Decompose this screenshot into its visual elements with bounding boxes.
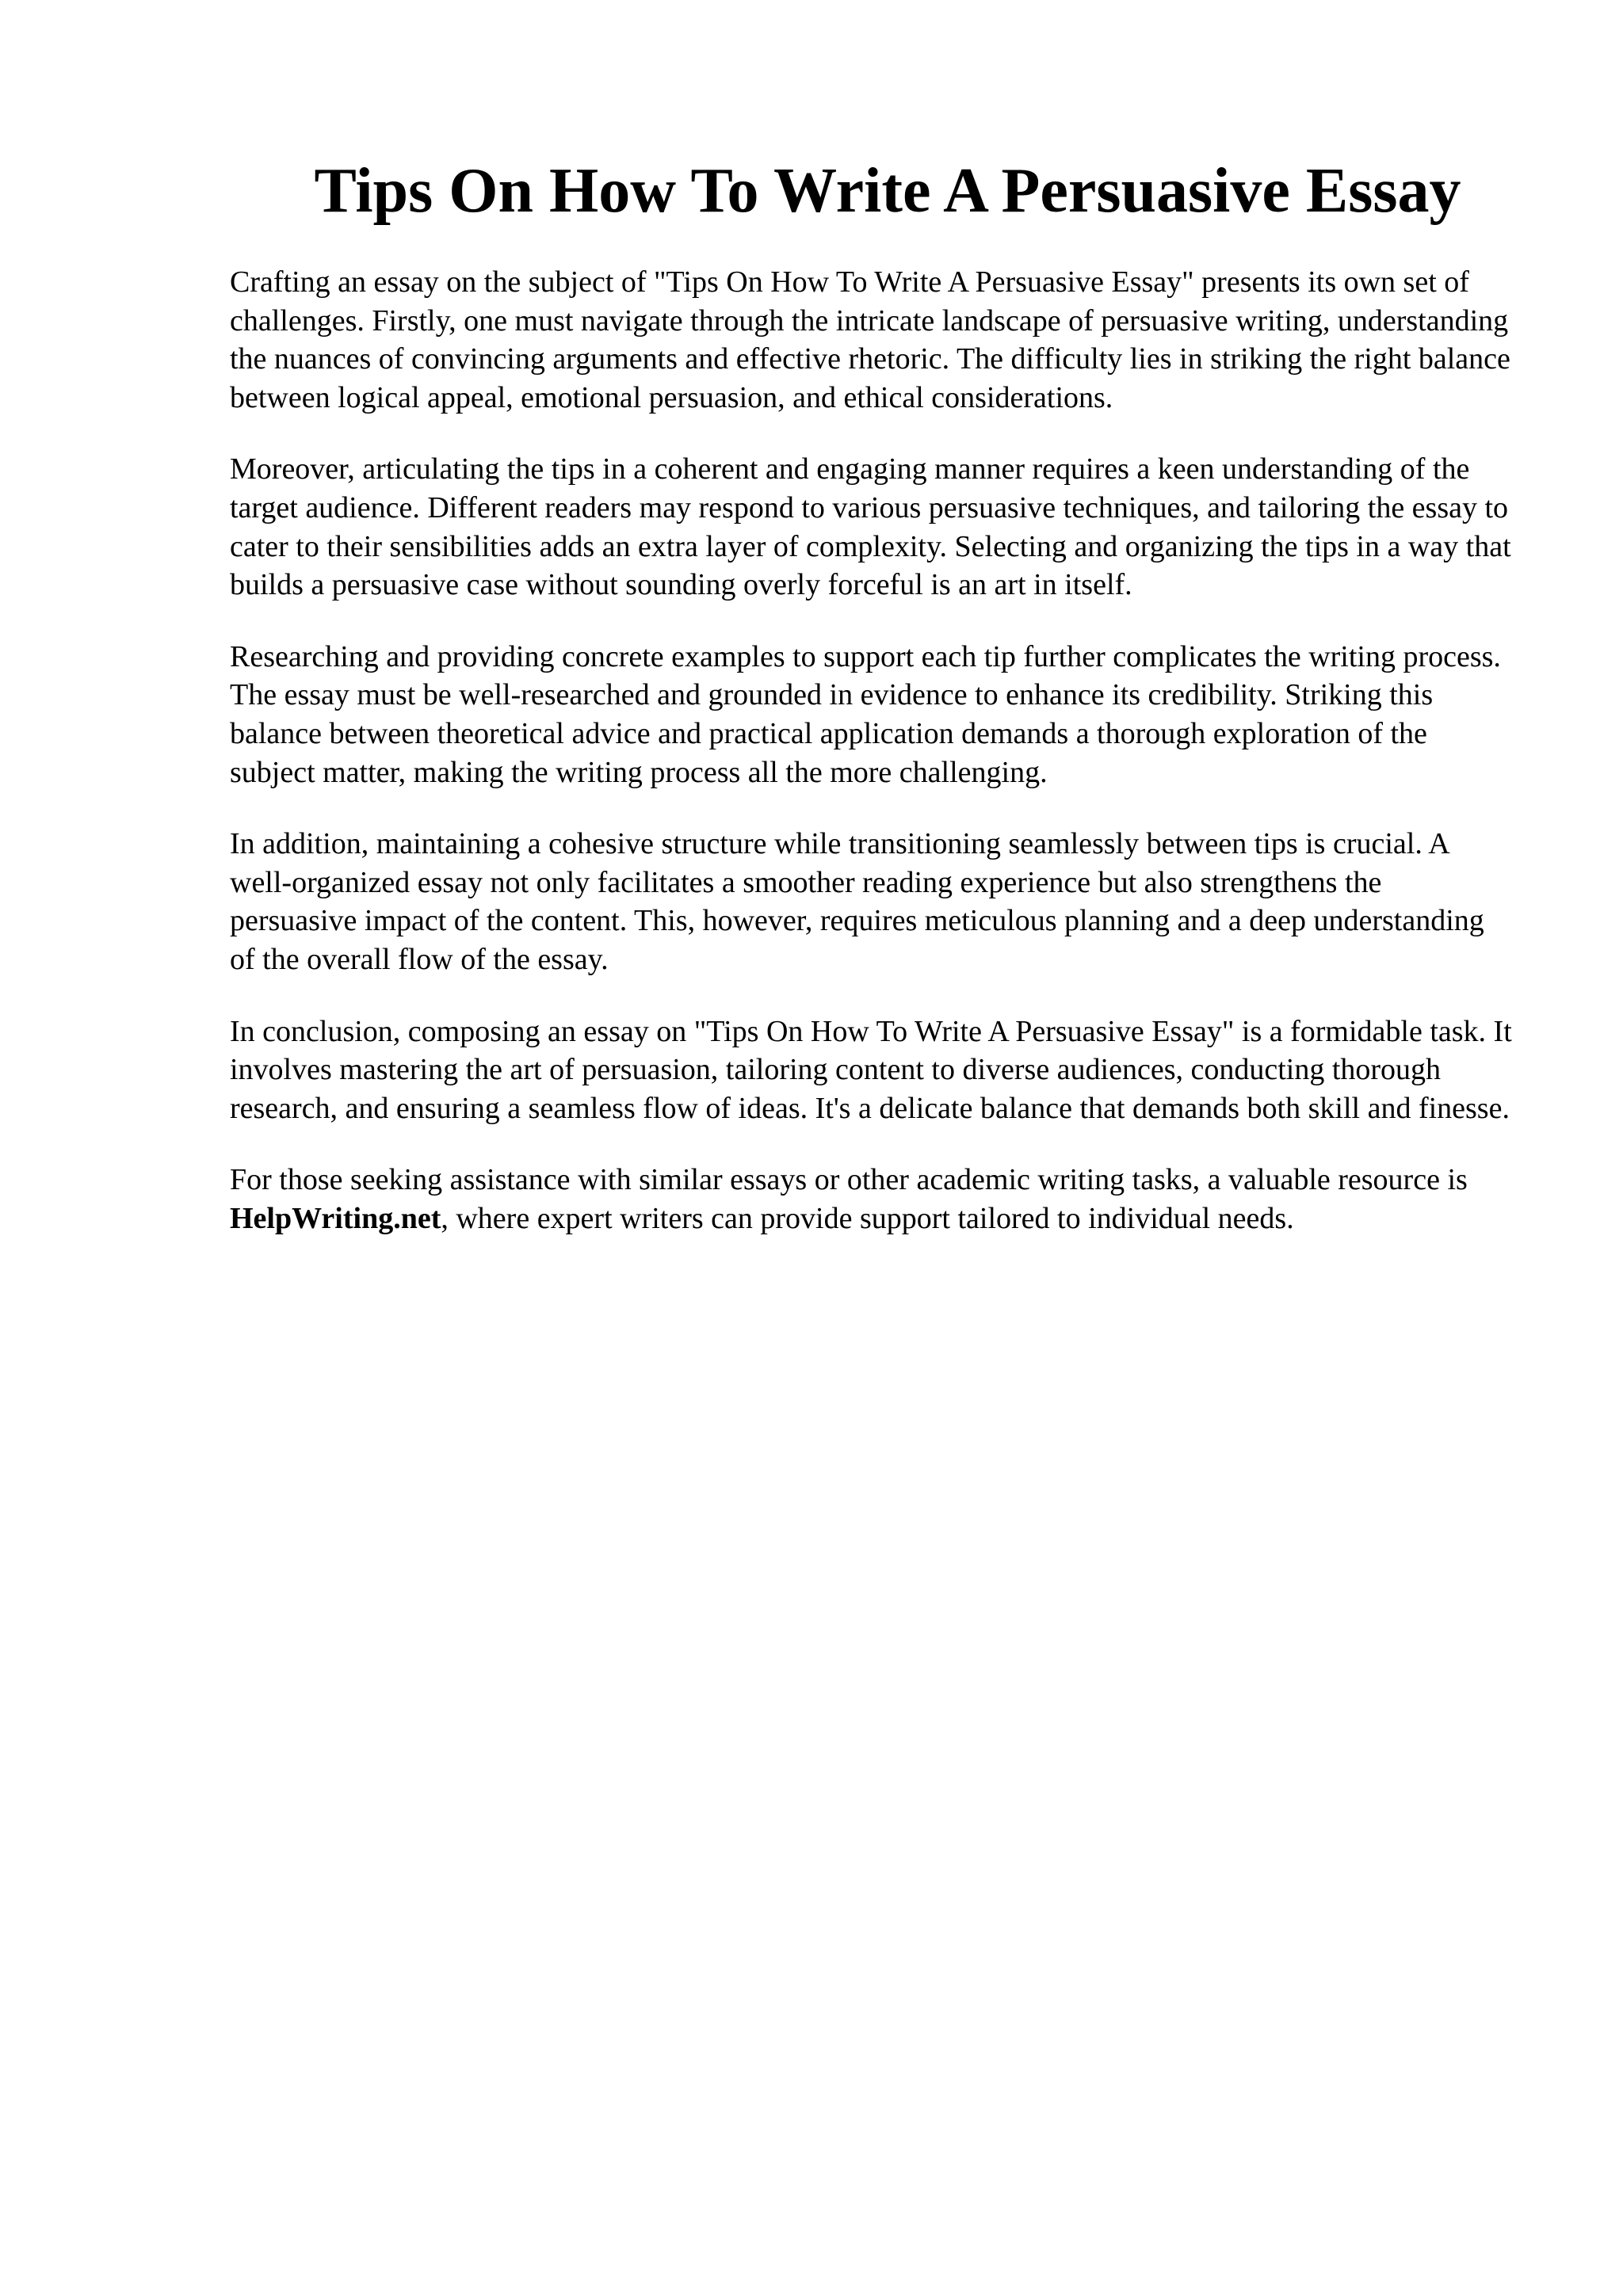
paragraph-2: Moreover, articulating the tips in a coherent and engaging manner requires a keen understanding of the target audience. Different readers may respond to various persuasive techniques, and tailoring the essay to cater to their sensibilities adds an extra layer of complexity. Selecting and organizing the tips in a way that builds a persuasive case without sounding overly forceful is an art in itself.: [230, 452, 1511, 602]
closing-text-before: For those seeking assistance with similar essays or other academic writing tasks, a valuable resource is: [230, 1163, 1468, 1197]
closing-paragraph: [230, 1161, 1514, 1238]
helpwriting-link[interactable]: HelpWriting.net: [230, 1201, 441, 1235]
document-title: Tips On How To Write A Persuasive Essay: [314, 156, 1461, 226]
closing-text-after: , where expert writers can provide support tailored to individual needs.: [441, 1201, 1294, 1235]
document-body: [230, 263, 1514, 1271]
paragraph-5: In conclusion, composing an essay on "Tips On How To Write A Persuasive Essay" is a formidable task. It involves mastering the art of persuasion, tailoring content to diverse audiences, conducting thorough research, and ensuring a seamless flow of ideas. It's a delicate balance that demands both skill and finesse.: [230, 1014, 1512, 1125]
paragraph-1: Crafting an essay on the subject of "Tips On How To Write A Persuasive Essay" presents its own set of challenges. Firstly, one must navigate through the intricate landscape of persuasive writing, understanding the nuances of convincing arguments and effective rhetoric. The difficulty lies in striking the right balance between logical appeal, emotional persuasion, and ethical considerations.: [230, 265, 1510, 414]
paragraph-3: Researching and providing concrete examples to support each tip further complicates the writing process. The essay must be well-researched and grounded in evidence to enhance its credibility. Striking this balance between theoretical advice and practical application demands a thorough exploration of the subject matter, making the writing process all the more challenging.: [230, 639, 1501, 789]
paragraph-4: In addition, maintaining a cohesive structure while transitioning seamlessly between tips is crucial. A well-organized essay not only facilitates a smoother reading experience but also strengthens the persuasive impact of the content. This, however, requires meticulous planning and a deep understanding of the overall flow of the essay.: [230, 827, 1484, 976]
